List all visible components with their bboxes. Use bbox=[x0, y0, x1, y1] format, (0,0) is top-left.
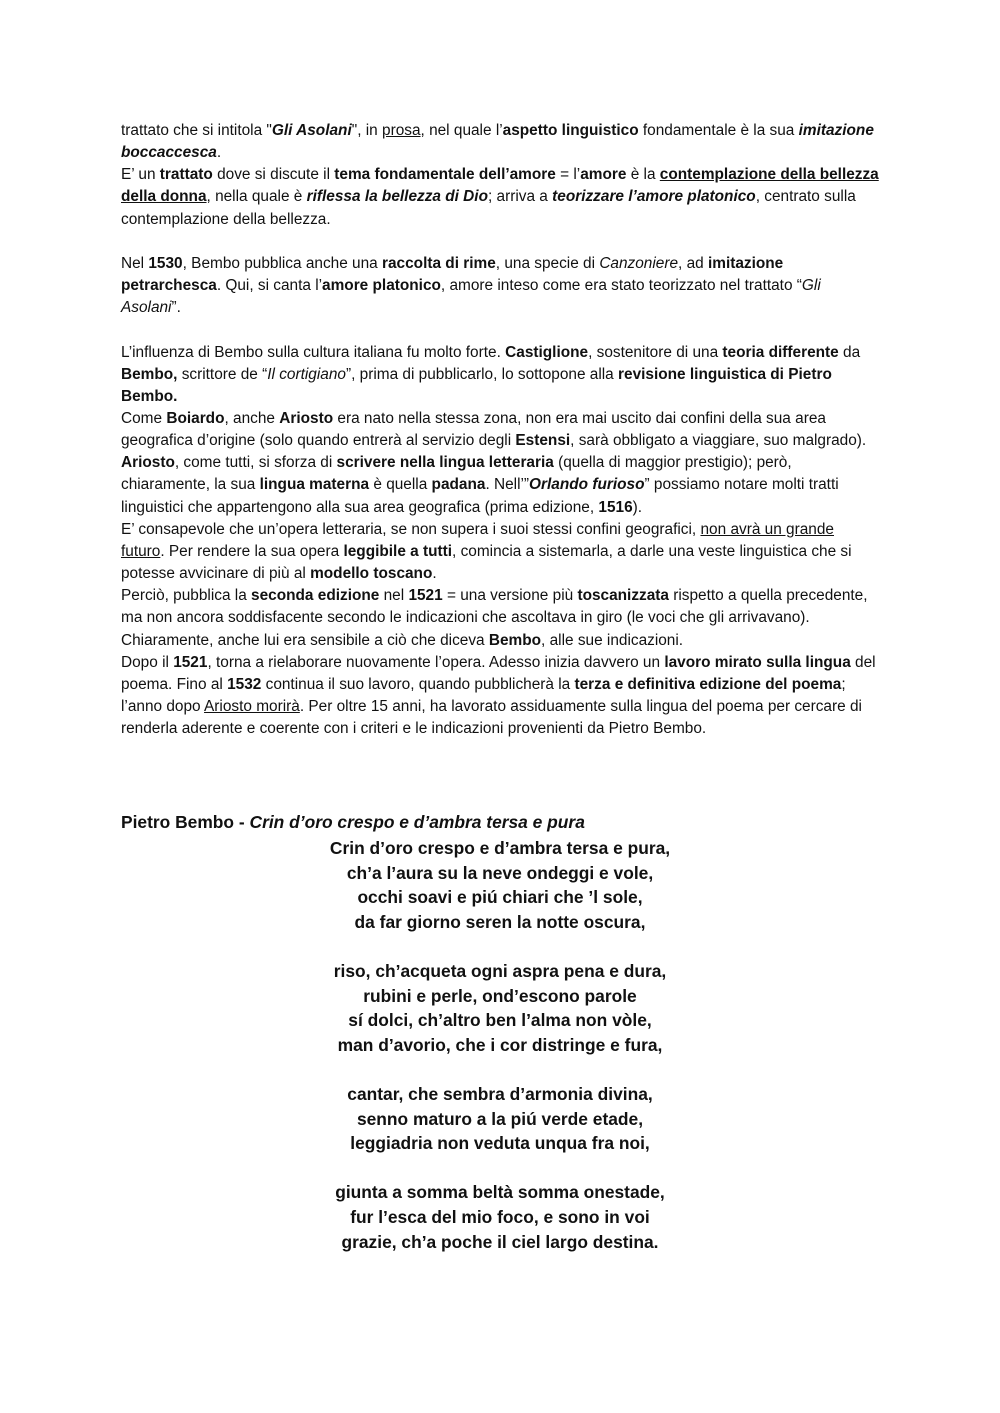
text-run: Castiglione bbox=[505, 343, 589, 361]
text-run: leggibile a tutti bbox=[343, 542, 453, 560]
text-run: , nel quale l’ bbox=[420, 122, 503, 139]
text-run: prosa bbox=[382, 122, 421, 139]
text-run: Bembo bbox=[488, 631, 542, 649]
text-run: è quella bbox=[369, 476, 432, 494]
paragraph bbox=[121, 452, 881, 518]
text-run: lavoro mirato sulla lingua bbox=[664, 653, 851, 671]
poem-line: leggiadria non veduta unqua fra noi, bbox=[350, 1133, 650, 1154]
text-run: del poema. Fino al bbox=[121, 653, 876, 693]
paragraph bbox=[121, 408, 881, 452]
text-run: . Per rendere la sua opera bbox=[160, 542, 344, 560]
text-run: scrivere nella lingua letteraria bbox=[336, 454, 554, 472]
text-run: amore platonico bbox=[322, 277, 441, 295]
poem-line: Crin d’oro crespo e d’ambra tersa e pura, bbox=[329, 838, 671, 858]
text-run: continua il suo lavoro, quando pubblicherà la bbox=[261, 675, 575, 693]
text-run: aspetto linguistico bbox=[502, 122, 639, 139]
text-run: ; l’anno dopo bbox=[121, 675, 846, 716]
text-run: dove si discute il bbox=[212, 166, 335, 184]
text-run: . Nell’” bbox=[485, 476, 530, 494]
poem-stanza bbox=[200, 959, 800, 1057]
text-run: Perciò, pubblica la bbox=[121, 587, 252, 605]
text-run: imitazione boccaccesca bbox=[121, 122, 874, 162]
text-run: fondamentale è la sua bbox=[638, 122, 799, 139]
text-run: , sarà obbligato a viaggiare, suo malgrado). bbox=[570, 432, 867, 450]
poem-line: fur l’esca del mio foco, e sono in voi bbox=[350, 1206, 650, 1227]
text-run: , ad bbox=[678, 254, 708, 272]
text-run: raccolta di rime bbox=[382, 254, 496, 272]
text-run: trattato bbox=[159, 166, 213, 184]
text-run: da bbox=[838, 343, 861, 361]
text-run: 1532 bbox=[227, 675, 262, 693]
text-run: Gli Asolani bbox=[271, 122, 352, 139]
paragraph bbox=[121, 585, 881, 651]
text-run: riflessa la bellezza di Dio bbox=[306, 188, 488, 206]
text-run: trattato che si intitola " bbox=[121, 122, 272, 139]
text-run: ”, prima di pubblicarlo, lo sottopone alla bbox=[345, 365, 619, 383]
paragraph-spacer bbox=[121, 231, 881, 253]
paragraph bbox=[121, 519, 881, 585]
poem-line: sí dolci, ch’altro ben l’alma non vòle, bbox=[348, 1010, 652, 1031]
text-run: , torna a rielaborare nuovamente l’opera. Adesso inizia davvero un bbox=[207, 653, 665, 671]
poem-line: rubini e perle, ond’escono parole bbox=[363, 985, 637, 1006]
poem-title-work: Crin d’oro crespo e d’ambra tersa e pura bbox=[249, 812, 585, 832]
text-run: = una versione più bbox=[442, 587, 578, 605]
text-run: Ariosto bbox=[121, 454, 175, 472]
text-run: Orlando furioso bbox=[529, 476, 645, 494]
poem-title bbox=[121, 810, 881, 834]
text-run: imitazione petrarchesca bbox=[121, 254, 784, 295]
text-run: padana bbox=[431, 476, 486, 494]
text-run: 1521 bbox=[173, 653, 208, 671]
poem-line: ch’a l’aura su la neve ondeggi e vole, bbox=[346, 862, 654, 883]
text-run: , una specie di bbox=[495, 254, 600, 272]
text-run: ). bbox=[632, 498, 643, 516]
paragraph bbox=[121, 253, 881, 319]
text-run: E’ un bbox=[121, 166, 160, 184]
text-run: Canzoniere bbox=[599, 254, 679, 272]
body-text bbox=[121, 120, 881, 740]
text-run: contemplazione della bellezza della donna bbox=[121, 166, 879, 206]
text-run: , Bembo pubblica anche una bbox=[182, 254, 382, 272]
text-run: era nato nella stessa zona, non era mai uscito dai confini della sua area geografica d’origine (solo quando entrerà al servizio degli bbox=[121, 410, 826, 450]
text-run: . bbox=[216, 144, 222, 162]
text-run: Boiardo bbox=[166, 410, 225, 427]
text-run: E’ consapevole che un’opera letteraria, se non supera i suoi stessi confini geografici, bbox=[121, 520, 701, 538]
text-run: = l’ bbox=[555, 166, 581, 184]
text-run: scrittore de “ bbox=[177, 365, 268, 383]
text-run: seconda edizione bbox=[251, 587, 380, 605]
text-run: teoria differente bbox=[722, 343, 839, 361]
text-run: , anche bbox=[224, 410, 280, 427]
text-run: Dopo il bbox=[121, 653, 174, 671]
text-run: . bbox=[432, 565, 437, 583]
poem-line: senno maturo a la piú verde etade, bbox=[356, 1108, 644, 1129]
poem-line: riso, ch’acqueta ogni aspra pena e dura, bbox=[333, 960, 667, 981]
paragraph bbox=[121, 120, 881, 164]
text-run: lingua materna bbox=[259, 476, 370, 494]
text-run: terza e definitiva edizione del poema bbox=[574, 675, 842, 693]
paragraph bbox=[121, 342, 881, 408]
text-run: (quella di maggior prestigio); però, chiaramente, la sua bbox=[121, 454, 792, 494]
text-run: Estensi bbox=[515, 432, 571, 450]
text-run: , nella quale è bbox=[206, 188, 307, 206]
text-run: ”. bbox=[171, 299, 181, 317]
text-run: , amore inteso come era stato teorizzato nel trattato “ bbox=[440, 277, 802, 295]
text-run: , sostenitore di una bbox=[588, 343, 723, 361]
text-run: L’influenza di Bembo sulla cultura italiana fu molto forte. bbox=[121, 343, 506, 361]
poem-stanza bbox=[200, 836, 800, 934]
text-run: rispetto a quella precedente, ma non ancora soddisfacente secondo le indicazioni che ascoltava in giro (le voci che gli arrivavano). Chiaramente, anche lui era sensibile a ciò che diceva bbox=[121, 587, 868, 649]
text-run: ; arriva a bbox=[487, 188, 553, 206]
text-run: Il cortigiano bbox=[267, 365, 346, 383]
text-run: 1521 bbox=[408, 587, 443, 605]
poem-title-author: Pietro Bembo - bbox=[121, 812, 250, 832]
text-run: 1530 bbox=[148, 254, 183, 272]
poem-line: grazie, ch’a poche il ciel largo destina. bbox=[341, 1231, 659, 1252]
poem-line: cantar, che sembra d’armonia divina, bbox=[347, 1083, 653, 1104]
text-run: modello toscano bbox=[310, 565, 433, 583]
text-run: , comincia a sistemarla, a darle una veste linguistica che si potesse avvicinare di più al bbox=[121, 542, 852, 583]
text-run: , come tutti, si sforza di bbox=[174, 454, 337, 472]
text-run: toscanizzata bbox=[577, 587, 669, 605]
text-run: 1516 bbox=[598, 498, 633, 516]
poem-stanza bbox=[200, 1180, 800, 1254]
text-run: . Per oltre 15 anni, ha lavorato assiduamente sulla lingua del poema per cercare di renderla aderente e coerente con i criteri e le indicazioni provenienti da Pietro Bembo. bbox=[121, 698, 862, 738]
paragraph-spacer bbox=[121, 319, 881, 341]
poem-stanza bbox=[200, 1082, 800, 1156]
text-run: è la bbox=[626, 166, 660, 184]
text-run: amore bbox=[580, 166, 627, 184]
text-run: , centrato sulla contemplazione della bellezza. bbox=[121, 188, 856, 228]
poem-text bbox=[200, 836, 800, 1279]
text-run: Bembo, bbox=[121, 365, 178, 383]
text-run: teorizzare l’amore platonico bbox=[552, 188, 756, 206]
text-run: non avrà un grande futuro bbox=[121, 520, 834, 560]
text-run: Nel bbox=[121, 254, 149, 272]
poem-line: occhi soavi e piú chiari che ’l sole, bbox=[357, 887, 643, 908]
text-run: tema fondamentale dell’amore bbox=[334, 166, 556, 184]
text-run: Come bbox=[121, 410, 167, 427]
text-run: . Qui, si canta l’ bbox=[216, 277, 323, 295]
text-run: , alle sue indicazioni. bbox=[541, 631, 684, 649]
paragraph bbox=[121, 164, 881, 230]
text-run: nel bbox=[379, 587, 409, 605]
text-run: Ariosto bbox=[279, 410, 334, 427]
text-run: Ariosto morirà bbox=[204, 698, 300, 716]
text-run: revisione linguistica di Pietro Bembo. bbox=[121, 365, 832, 405]
text-run: ", in bbox=[351, 122, 383, 139]
poem-line: da far giorno seren la notte oscura, bbox=[354, 911, 646, 932]
text-run: Gli Asolani bbox=[121, 277, 821, 317]
poem-line: giunta a somma beltà somma onestade, bbox=[335, 1182, 665, 1203]
paragraph bbox=[121, 652, 881, 741]
text-run: ” possiamo notare molti tratti linguistici che appartengono alla sua area geografica (prima edizione, bbox=[121, 476, 839, 516]
poem-line: man d’avorio, che i cor distringe e fura, bbox=[337, 1034, 663, 1055]
